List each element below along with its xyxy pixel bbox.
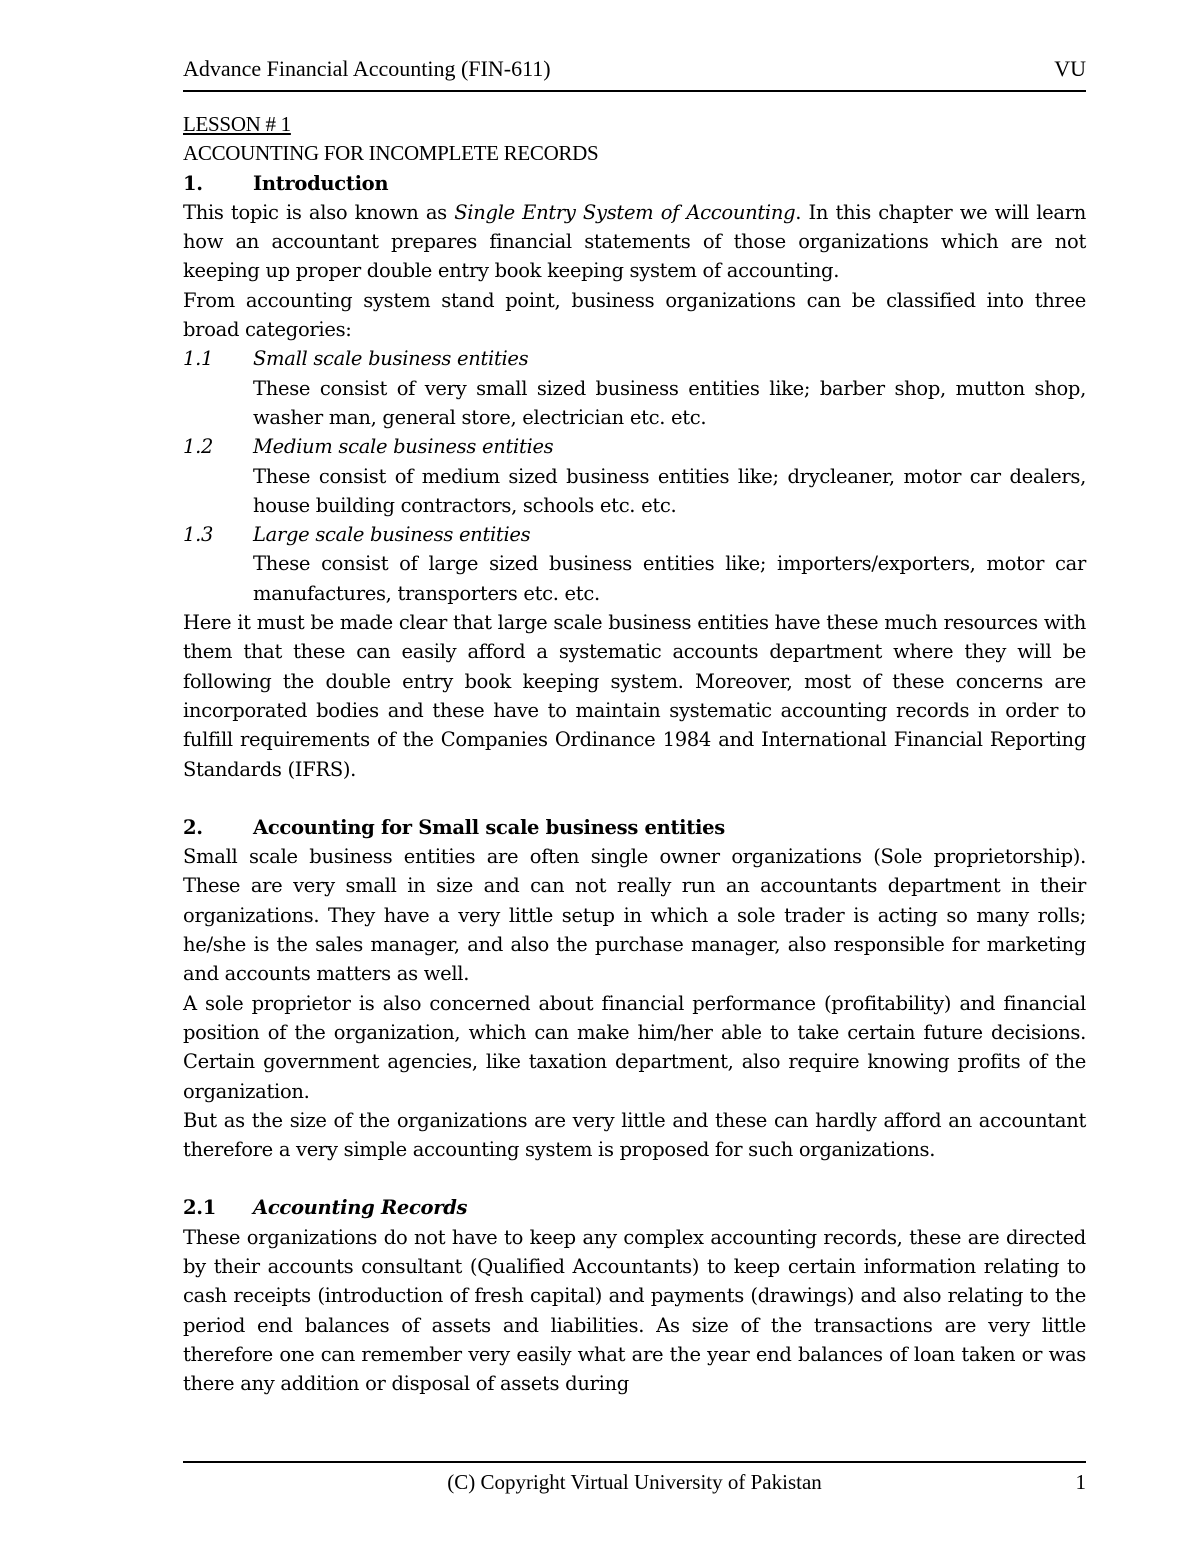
header-rule <box>183 90 1086 92</box>
subsection-heading: 1.3 Large scale business entities <box>183 523 531 547</box>
paragraph: This topic is also known as Single Entry System of Accounting. In this chapter we will learn how an accountant prepares financial statements of those organizations which are not keeping up proper double entry book keeping system of accounting. <box>183 200 1086 283</box>
section-number: 2. <box>183 815 203 839</box>
paragraph: These organizations do not have to keep any complex accounting records, these are directed by their accounts consultant (Qualified Accountants) to keep certain information relating to cash receipts (introduction of fresh capital) and payments (drawings) and also relating to the period end balances of assets and liabilities. As size of the transactions are very little therefore one can remember very easily what are the year end balances of loan taken or was there any addition or disposal of assets during <box>183 1225 1086 1396</box>
page-header <box>183 56 1086 88</box>
spacer <box>183 1164 1086 1193</box>
emphasis-text: Single Entry System of Accounting <box>454 200 796 224</box>
spacer <box>183 784 1086 813</box>
section-number: 2.1 <box>183 1196 217 1220</box>
page-body <box>183 110 1086 1398</box>
section-title: Accounting Records <box>253 1196 468 1220</box>
subsection-heading: 1.2 Medium scale business entities <box>183 435 554 459</box>
copyright-text: (C) Copyright Virtual University of Pakistan <box>447 1470 822 1494</box>
section-1-heading <box>183 169 1086 198</box>
paragraph: These consist of large sized business entities like; importers/exporters, motor car manufactures, transporters etc. etc. <box>253 552 1086 605</box>
paragraph: A sole proprietor is also concerned about financial performance (profitability) and financial position of the organization, which can make him/her able to take certain future decisions. Certain government agencies, like taxation department, also require knowing profits of the organization. <box>183 991 1086 1103</box>
section-2-1-heading <box>183 1193 1086 1222</box>
section-title: Introduction <box>253 171 389 195</box>
paragraph: Small scale business entities are often single owner organizations (Sole proprietorship). These are very small in size and can not really run an accountants department in their organizations. They have a very little setup in which a sole trader is acting so many rolls; he/she is the sales manager, and also the purchase manager, also responsible for marketing and accounts matters as well. <box>183 845 1086 986</box>
page-number: 1 <box>1075 1470 1086 1494</box>
paragraph: These consist of medium sized business entities like; drycleaner, motor car dealers, house building contractors, schools etc. etc. <box>253 464 1086 517</box>
section-number: 1. <box>183 171 203 195</box>
paragraph: Here it must be made clear that large scale business entities have these much resources with them that these can easily afford a systematic accounts department where they will be following the double entry book keeping system. Moreover, most of these concerns are incorporated bodies and these have to maintain systematic accounting records in order to fulfill requirements of the Companies Ordinance 1984 and International Financial Reporting Standards (IFRS). <box>183 611 1086 781</box>
paragraph: But as the size of the organizations are very little and these can hardly afford an accountant therefore a very simple accounting system is proposed for such organizations. <box>183 1108 1086 1162</box>
page-footer <box>183 1470 1086 1500</box>
footer-rule <box>183 1461 1086 1463</box>
paragraph: These consist of very small sized business entities like; barber shop, mutton shop, washer man, general store, electrician etc. etc. <box>253 376 1086 429</box>
page-title: ACCOUNTING FOR INCOMPLETE RECORDS <box>183 141 599 166</box>
course-title: Advance Financial Accounting (FIN-611) <box>183 56 551 81</box>
institution-label: VU <box>1054 56 1086 81</box>
lesson-label: LESSON # 1 <box>183 112 291 136</box>
section-2-heading <box>183 813 1086 842</box>
paragraph: From accounting system stand point, business organizations can be classified into three broad categories: <box>183 288 1086 342</box>
subsection-heading: 1.1 Small scale business entities <box>183 347 529 371</box>
section-title: Accounting for Small scale business entities <box>253 815 725 839</box>
